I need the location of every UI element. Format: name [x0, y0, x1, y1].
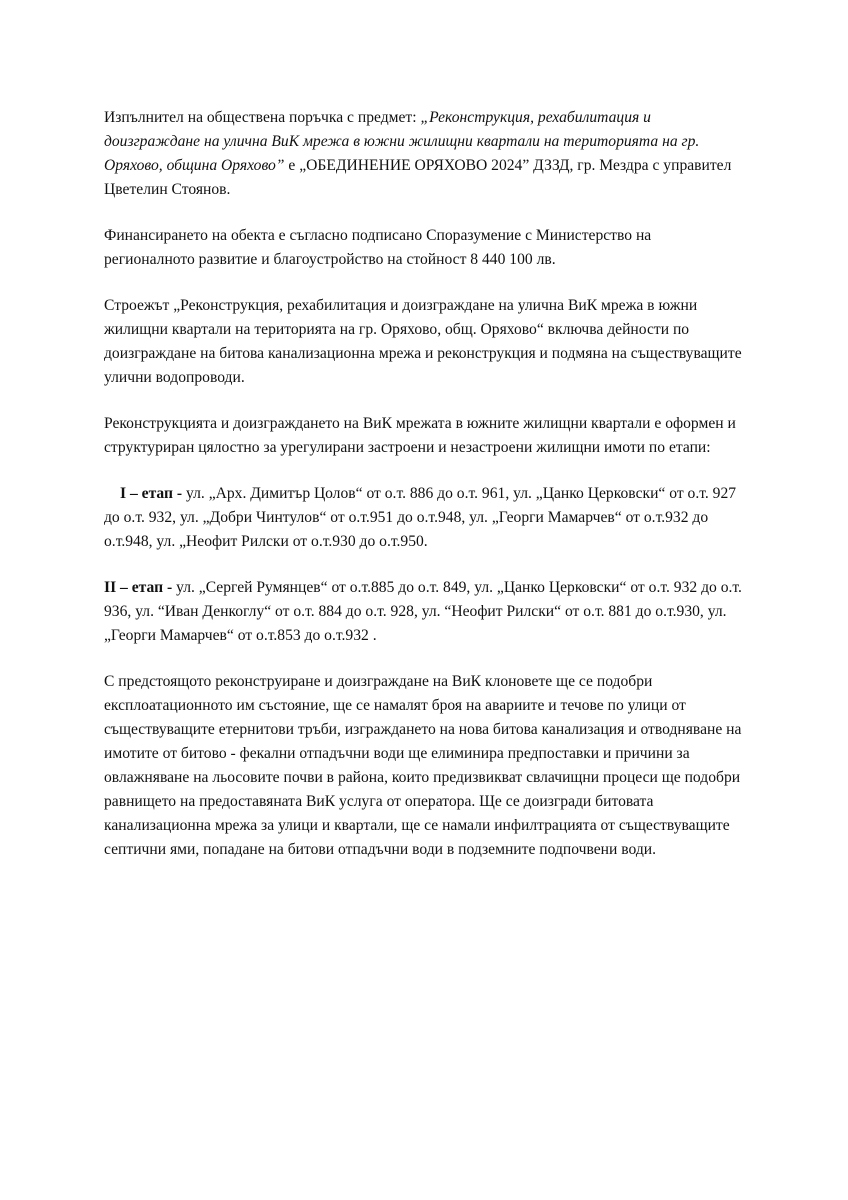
stage-1-label: I – етап -: [120, 485, 186, 502]
stage-1-paragraph: [104, 482, 744, 554]
benefits-paragraph: С предстоящото реконструиране и доизграждане на ВиК клоновете ще се подобри експлоатационното им състояние, ще се намалят броя на авариите и течове по улици от съществуващите етернитови тръби, изграждането на нова битова канализация и отводняване на имотите от битово - фекални отпадъчни води ще елиминира предпоставки и причини за овлажняване на льосовите почви в района, които предизвикват свлачищни процеси ще подобри равнището на предоставяната ВиК услуга от оператора. Ще се доизгради битовата канализационна мрежа за улици и квартали, ще се намали инфилтрацията от съществуващите септични ями, попадане на битови отпадъчни води в подземните подпочвени води.: [104, 673, 742, 858]
stage-1-text: ул. „Арх. Димитър Цолов“ от о.т. 886 до о.т. 961, ул. „Цанко Церковски“ от о.т. 927 до о.т. 932, ул. „Добри Чинтулов“ от о.т.951 до о.т.948, ул. „Георги Мамарчев“ от о.т.932 до о.т.948, ул. „Неофит Рилски от о.т.930 до о.т.950.: [104, 485, 737, 550]
procurement-subject: „Реконструкция, рехабилитация и доизграждане на улична ВиК мрежа в южни жилищни квартали на територията на гр. Оряхово, община Оряхово”: [104, 109, 700, 174]
financing-paragraph: Финансирането на обекта е съгласно подписано Споразумение с Министерство на регионалното развитие и благоустройство на стойност 8 440 100 лв.: [104, 227, 652, 268]
contractor-intro: Изпълнител на обществена поръчка с предмет:: [104, 109, 421, 126]
contractor-paragraph: [104, 106, 744, 202]
contractor-details: е „ОБЕДИНЕНИЕ ОРЯХОВО 2024” ДЗЗД, гр. Мездра с управител Цветелин Стоянов.: [104, 157, 732, 198]
stage-2-label: II – етап -: [104, 579, 177, 596]
stage-2-paragraph: [104, 576, 744, 648]
stages-intro-paragraph: Реконструкцията и доизграждането на ВиК мрежата в южните жилищни квартали е оформен и структуриран цялостно за урегулирани застроени и незастроени жилищни имоти по етапи:: [104, 415, 736, 456]
construction-scope-paragraph: Строежът „Реконструкция, рехабилитация и доизграждане на улична ВиК мрежа в южни жилищни квартали на територията на гр. Оряхово, общ. Оряхово“ включва дейности по доизграждане на битова канализационна мрежа и реконструкция и подмяна на съществуващите улични водопроводи.: [104, 297, 742, 386]
stage-2-text: ул. „Сергей Румянцев“ от о.т.885 до о.т. 849, ул. „Цанко Церковски“ от о.т. 932 до о.т. 936, ул. “Иван Денкоглу“ от о.т. 884 до о.т. 928, ул. “Неофит Рилски“ от о.т. 881 до о.т.930, ул. „Георги Мамарчев“ от о.т.853 до о.т.932 .: [104, 579, 742, 644]
document-body: [104, 106, 744, 884]
